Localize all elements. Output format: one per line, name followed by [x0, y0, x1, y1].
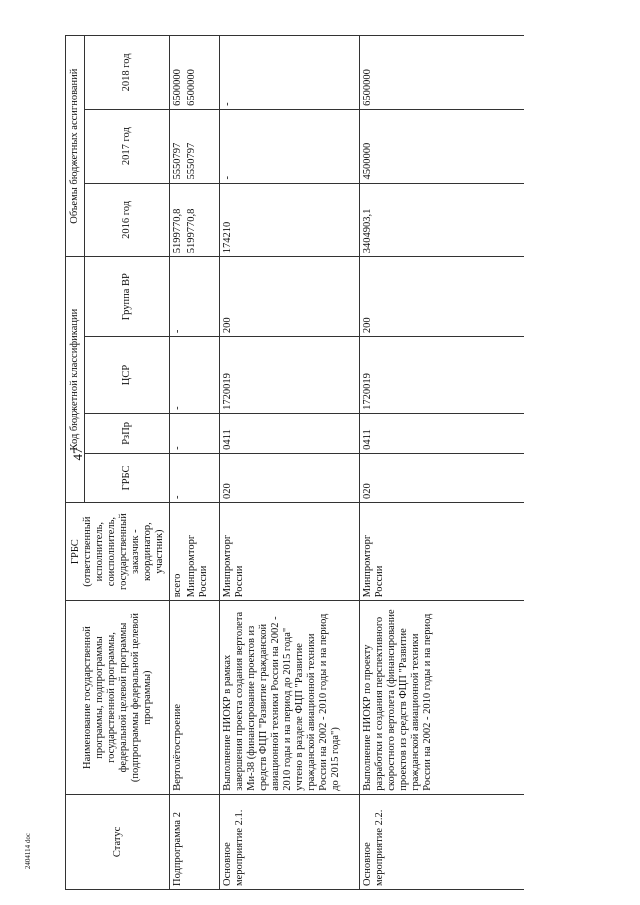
cell-2017	[170, 109, 220, 183]
header-2018: 2018 год	[85, 36, 170, 110]
landscape-sheet	[65, 35, 515, 890]
header-name: Наименование государственной программы, подпрограммы государственной программы, федеральной целевой программы (подпрограммы федеральной целевой программы)	[66, 601, 170, 795]
cell-code-csr: 1720019	[220, 337, 360, 414]
header-row-top	[66, 36, 85, 890]
cell-code-vr: -	[170, 257, 220, 337]
value-line: 5199770,8	[186, 208, 197, 254]
cell-code-grbs: 020	[220, 453, 360, 502]
table-row	[360, 36, 525, 890]
budget-table	[65, 35, 524, 890]
page-number: 47	[70, 447, 85, 461]
cell-2017: 4500000	[360, 109, 525, 183]
cell-status: Основное мероприятие 2.1.	[220, 794, 360, 889]
value-line: 5550797	[186, 142, 197, 180]
header-2017: 2017 год	[85, 109, 170, 183]
cell-status: Подпрограмма 2	[170, 794, 220, 889]
cell-name: Выполнение НИОКР в рамках завершения проекта создания вертолета Ми-38 (финансирование проектов из средств ФЦП "Развитие гражданской авиационной техники России на 2002 - 2010 годы и на период до 2015 года" учтено в разделе ФЦП "Развитие гражданской авиационной техники России на 2002 - 2010 годы и на период до 2015 года")	[220, 601, 360, 795]
cell-2018: -	[220, 36, 360, 110]
cell-2016: 174210	[220, 183, 360, 257]
cell-code-vr: 200	[360, 257, 525, 337]
header-grbs: ГРБС (ответственный исполнитель, соисполнитель, государственный заказчик - координатор, участник)	[66, 502, 170, 600]
cell-name: Вертолётостроение	[170, 601, 220, 795]
cell-code-csr: 1720019	[360, 337, 525, 414]
cell-code-vr: 200	[220, 257, 360, 337]
table-row	[220, 36, 360, 890]
header-2016: 2016 год	[85, 183, 170, 257]
cell-2016	[170, 183, 220, 257]
value-line: 6500000	[186, 69, 197, 106]
cell-code-grbs: -	[170, 453, 220, 502]
value-line: 5199770,8	[172, 208, 183, 254]
header-code-group: Код бюджетной классификации	[66, 257, 85, 503]
cell-2018	[170, 36, 220, 110]
header-code-csr: ЦСР	[85, 337, 170, 414]
value-line: 6500000	[172, 69, 183, 106]
cell-2018: 6500000	[360, 36, 525, 110]
grbs-line: всего	[172, 573, 183, 598]
header-status: Статус	[66, 794, 170, 889]
cell-grbs	[170, 502, 220, 600]
header-code-grbs: ГРБС	[85, 453, 170, 502]
cell-code-grbs: 020	[360, 453, 525, 502]
cell-grbs: Минпромторг России	[220, 502, 360, 600]
cell-status: Основное мероприятие 2.2.	[360, 794, 525, 889]
cell-grbs: Минпромторг России	[360, 502, 525, 600]
cell-2016: 3404903,1	[360, 183, 525, 257]
table-row	[170, 36, 220, 890]
cell-code-rzpr: -	[170, 413, 220, 453]
cell-name: Выполнение НИОКР по проекту разработки и создания перспективного скоростного вертолета (финансирование проектов из средств ФЦП "Развитие гражданской авиационной техники России на 2002 - 2010 годы и на период	[360, 601, 525, 795]
document-footer-note: 2404114 doc	[24, 832, 32, 870]
cell-2017: -	[220, 109, 360, 183]
cell-code-rzpr: 0411	[360, 413, 525, 453]
header-code-vr: Группа ВР	[85, 257, 170, 337]
value-line: 5550797	[172, 142, 183, 180]
header-volume-group: Объемы бюджетных ассигнований	[66, 36, 85, 257]
cell-code-csr: -	[170, 337, 220, 414]
cell-code-rzpr: 0411	[220, 413, 360, 453]
grbs-line: Минпромторг России	[186, 534, 209, 598]
header-code-rzpr: РзПр	[85, 413, 170, 453]
